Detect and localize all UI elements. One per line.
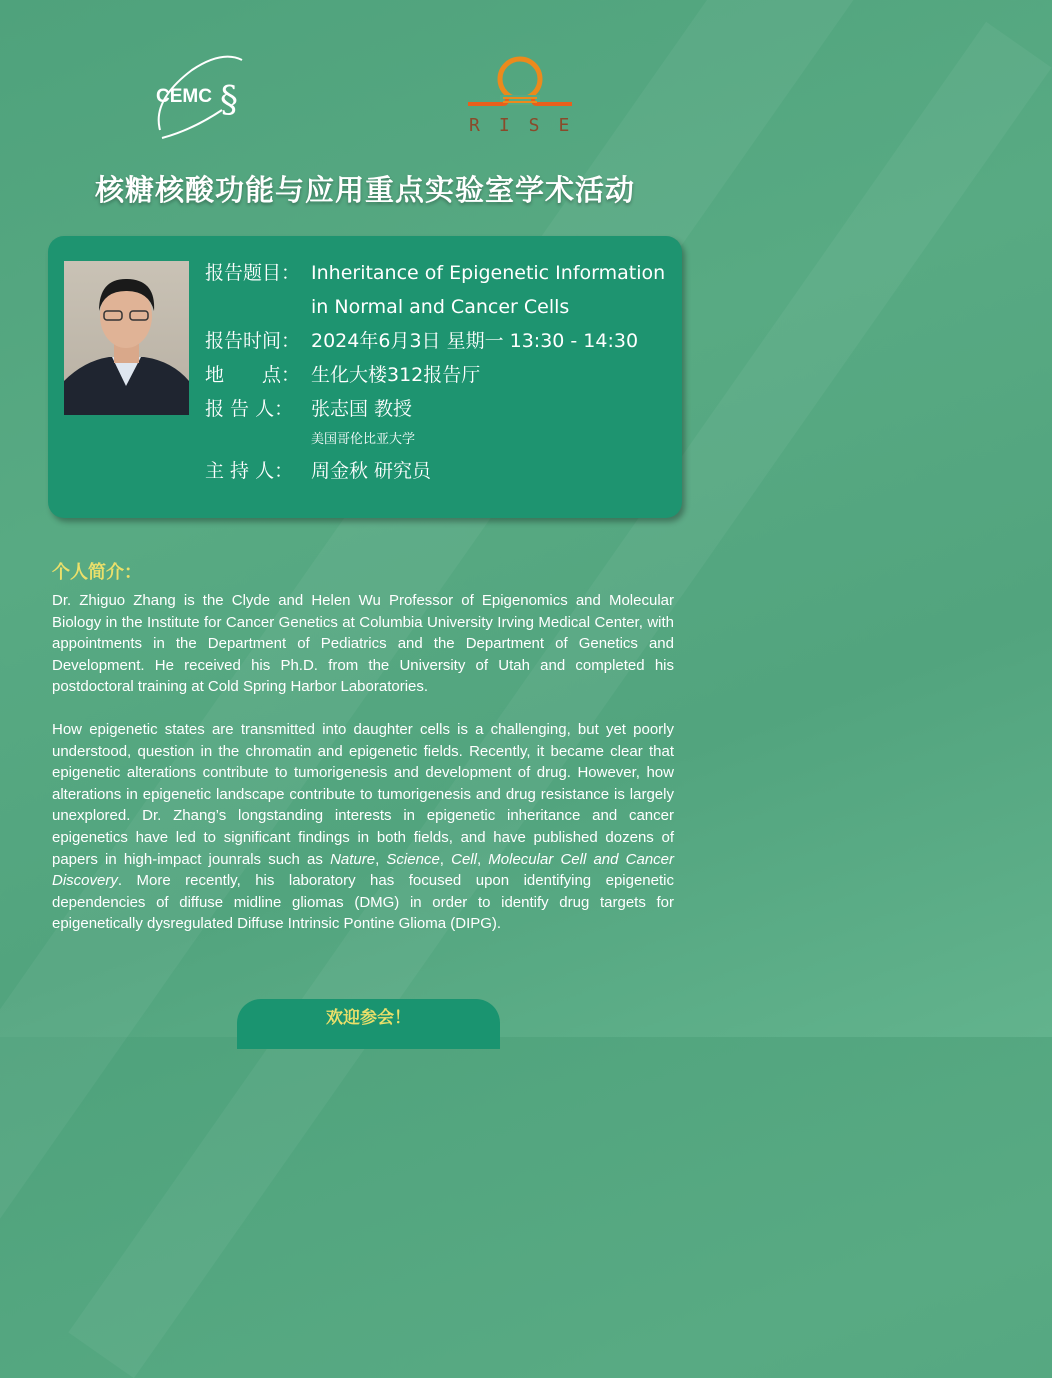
speaker-name: 张志国 教授: [311, 398, 413, 420]
svg-text:CEMC: CEMC: [156, 86, 212, 107]
talk-location-row: [205, 358, 681, 392]
talk-time: 2024年6月3日 星期一 13:30 - 14:30: [311, 330, 639, 352]
talk-location: 生化大楼312报告厅: [311, 364, 481, 386]
svg-text:RISE: RISE: [469, 115, 589, 136]
talk-title: Inheritance of Epigenetic Information in Normal and Cancer Cells: [311, 262, 666, 318]
journal-name: Molecular Cell and Cancer Discovery: [52, 850, 675, 890]
host-name: 周金秋 研究员: [311, 460, 432, 482]
talk-time-row: [205, 324, 681, 358]
cemc-logo: [152, 50, 252, 140]
journal-name: Nature: [330, 850, 376, 868]
rise-logo: [465, 55, 589, 136]
bio-paragraph-2: [52, 719, 674, 935]
text-segment: . More recently, his laboratory has focused upon identifying epigenetic dependencies of diffuse midline gliomas (DMG) in order to identify drug targets for epigenetically dysregulated Diffuse Intrinsic Pontine Glioma (DIPG).: [52, 872, 674, 933]
svg-text:§: §: [220, 80, 238, 121]
label: 报 告 人：: [205, 398, 294, 420]
label: 报告时间：: [205, 330, 301, 352]
label: 主 持 人：: [205, 460, 294, 482]
speaker-photo: [64, 261, 189, 415]
bio-heading: 个人简介：: [52, 562, 142, 583]
event-title: 核糖核酸功能与应用重点实验室学术活动: [94, 173, 635, 207]
host-row: [205, 454, 681, 488]
text-segment: ,: [375, 850, 387, 868]
label: 报告题目：: [205, 262, 301, 284]
bio-paragraph-1: Dr. Zhiguo Zhang is the Clyde and Helen Wu Professor of Epigenomics and Molecular Biology in the Institute for Cancer Genetics at Columbia University Irving Medical Center, with appointments in the Department of Pediatrics and the Department of Genetics and Development. He received his Ph.D. from the University of Utah and completed his postdoctoral training at Cold Spring Harbor Laboratories.: [52, 592, 674, 696]
talk-info-card: [48, 236, 682, 518]
text-segment: ,: [439, 850, 452, 868]
journal-name: Cell: [451, 850, 477, 868]
label: 地 点：: [205, 364, 301, 386]
speaker-affiliation: 美国哥伦比亚大学: [311, 432, 416, 447]
talk-title-row: [205, 256, 681, 324]
welcome-banner: 欢迎参会！: [237, 999, 500, 1049]
talk-details: [205, 256, 681, 488]
text-segment: ,: [476, 850, 489, 868]
speaker-row: [205, 392, 681, 426]
journal-name: Science: [386, 850, 440, 868]
text-segment: How epigenetic states are transmitted into daughter cells is a challenging, but yet poorly understood, question in the chromatin and epigenetic fields. Recently, it became clear that epigenetic alterations contribute to tumorigenesis and development of drug. However, how alterations in epigenetic landscape contribute to tumorigenesis and drug resistance is largely unexplored. Dr. Zhang’s longstanding interests in epigenetic inheritance and cancer epigenetics have led to significant findings in both fields, and have published dozens of papers in high-impact jounrals such as: [52, 721, 674, 868]
